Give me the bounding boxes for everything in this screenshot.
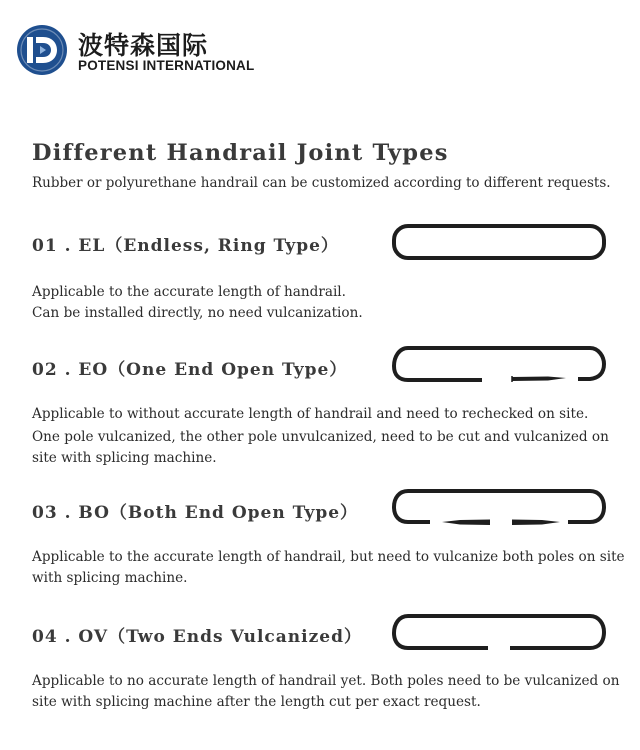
two-ends-vulcanized-icon (388, 610, 610, 660)
description-line: Applicable to the accurate length of handrail, but need to vulcanize both poles on site (32, 549, 625, 565)
section-number: 03 . BO (32, 503, 110, 523)
description-line: Applicable to without accurate length of handrail and need to rechecked on site. (32, 406, 589, 422)
endless-ring-icon (388, 220, 610, 270)
description-line: site with splicing machine. (32, 450, 217, 466)
section-name: （Both End Open Type） (109, 503, 359, 523)
description-line: One pole vulcanized, the other pole unvulcanized, need to be cut and vulcanized on (32, 429, 609, 445)
description-line: Applicable to no accurate length of handrail yet. Both poles need to be vulcanized on (32, 673, 620, 689)
brand-name-cn: 波特森国际 (78, 31, 209, 60)
description-line: Applicable to the accurate length of handrail. (32, 284, 346, 300)
brand-name-en: POTENSI INTERNATIONAL (78, 58, 255, 73)
brand-logo (16, 24, 276, 80)
section-description-el (32, 282, 622, 324)
section-name: （One End Open Type） (108, 360, 348, 380)
section-number: 04 . OV (32, 627, 109, 647)
page-title: Different Handrail Joint Types (32, 140, 449, 166)
section-description-bo (32, 547, 625, 589)
description-line: with splicing machine. (32, 570, 188, 586)
section-title-el (32, 231, 339, 256)
potensi-logo-icon (16, 24, 68, 76)
both-end-open-icon (388, 485, 610, 535)
section-title-ov (32, 622, 362, 647)
description-line: Can be installed directly, no need vulcanization. (32, 305, 363, 321)
section-name: （Two Ends Vulcanized） (108, 627, 362, 647)
section-title-bo (32, 498, 358, 523)
section-description-eo (32, 404, 622, 469)
section-number: 01 . EL (32, 236, 106, 256)
section-description-ov (32, 671, 622, 713)
section-number: 02 . EO (32, 360, 109, 380)
page-subtitle: Rubber or polyurethane handrail can be customized according to different requests. (32, 175, 611, 191)
description-line: site with splicing machine after the length cut per exact request. (32, 694, 481, 710)
section-title-eo (32, 355, 347, 380)
section-name: （Endless, Ring Type） (105, 236, 339, 256)
one-end-open-icon (388, 342, 610, 392)
